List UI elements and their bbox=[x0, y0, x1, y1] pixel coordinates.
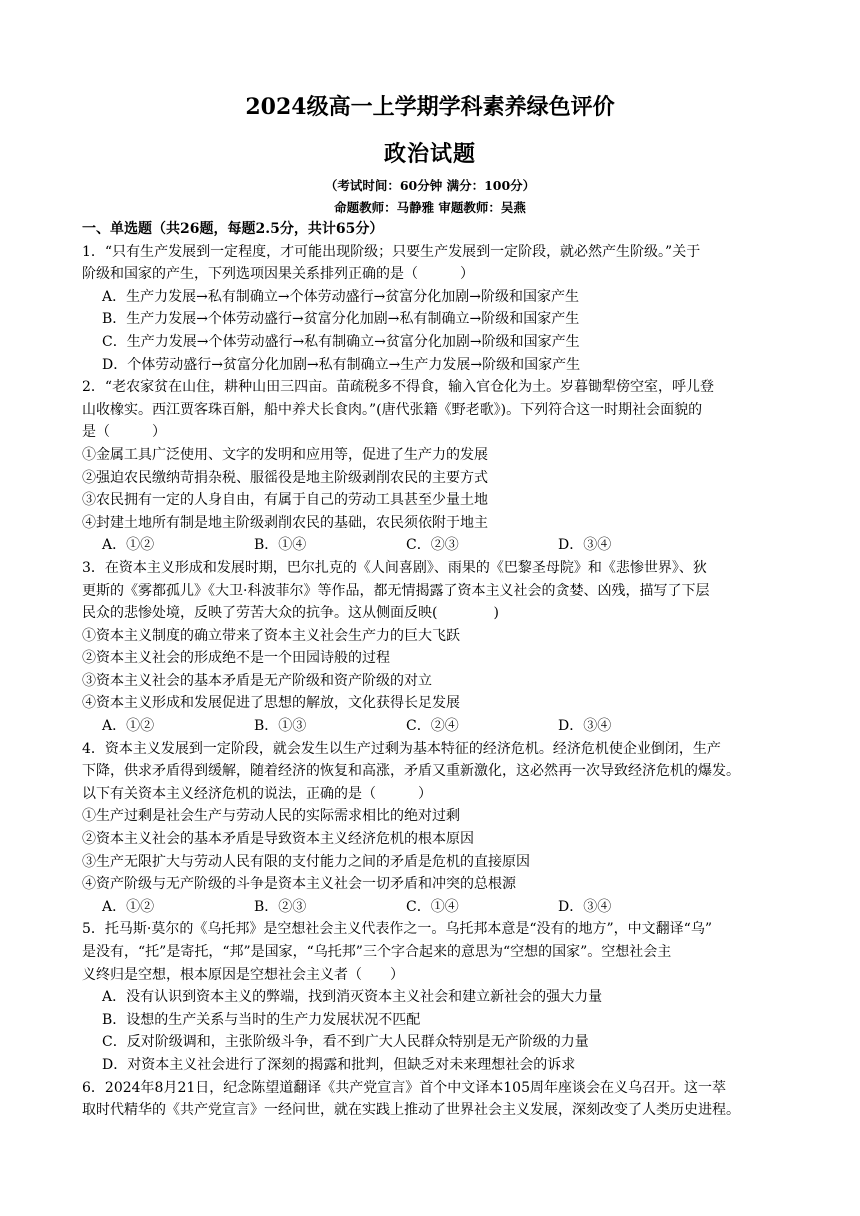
question-stem-line: 6．2024年8月21日，纪念陈望道翻译《共产党宣言》首个中文译本105周年座谈会在义乌召开。这一萃 bbox=[82, 1079, 726, 1096]
question-stem-line: 1．“只有生产发展到一定程度，才可能出现阶级；只要生产发展到一定阶段，就必然产生阶级。”关于 bbox=[82, 243, 701, 260]
statement-1: ①金属工具广泛使用、文字的发明和应用等，促进了生产力的发展 bbox=[82, 446, 488, 463]
statement-4: ④封建土地所有制是地主阶级剥削农民的基础，农民须依附于地主 bbox=[82, 514, 488, 531]
statement-2: ②强迫农民缴纳苛捐杂税、服徭役是地主阶级剥削农民的主要方式 bbox=[82, 469, 488, 486]
option-c: C．①④ bbox=[406, 898, 459, 915]
choice-d: D．个体劳动盛行→贫富分化加剧→私有制确立→生产力发展→阶级和国家产生 bbox=[102, 356, 581, 373]
statement-4: ④资产阶级与无产阶级的斗争是资本主义社会一切矛盾和冲突的总根源 bbox=[82, 876, 516, 893]
statement-3: ③生产无限扩大与劳动人民有限的支付能力之间的矛盾是危机的直接原因 bbox=[82, 853, 530, 870]
option-b: B．①③ bbox=[254, 718, 307, 735]
option-row bbox=[82, 715, 782, 738]
question-content bbox=[82, 218, 782, 1122]
choice-a: A．没有认识到资本主义的弊端，找到消灭资本主义社会和建立新社会的强大力量 bbox=[102, 989, 603, 1006]
choice-a: A．生产力发展→私有制确立→个体劳动盛行→贫富分化加剧→阶级和国家产生 bbox=[102, 288, 580, 305]
question-stem-line: 以下有关资本主义经济危机的说法，正确的是（ ） bbox=[82, 785, 432, 802]
exam-info: （考试时间：60分钟 满分：100分） bbox=[324, 178, 536, 193]
question-stem-line: 是（ ） bbox=[82, 424, 166, 441]
question-stem-line: 2．“老农家贫在山住，耕种山田三四亩。苗疏税多不得食，输入官仓化为土。岁暮锄犁傍空室，呼儿登 bbox=[82, 379, 715, 396]
choice-c: C．生产力发展→个体劳动盛行→私有制确立→贫富分化加剧→阶级和国家产生 bbox=[102, 333, 580, 350]
statement-2: ②资本主义社会的形成绝不是一个田园诗般的过程 bbox=[82, 650, 390, 667]
statement-1: ①资本主义制度的确立带来了资本主义社会生产力的巨大飞跃 bbox=[82, 627, 460, 644]
choice-c: C．反对阶级调和，主张阶级斗争，看不到广大人民群众特别是无产阶级的力量 bbox=[102, 1034, 589, 1051]
option-a: A．①② bbox=[102, 898, 155, 915]
option-d: D．③④ bbox=[558, 898, 612, 915]
question-1 bbox=[82, 241, 782, 377]
statement-4: ④资本主义形成和发展促进了思想的解放，文化获得长足发展 bbox=[82, 695, 460, 712]
question-3 bbox=[82, 557, 782, 738]
question-stem-line: 更斯的《雾都孤儿》《大卫·科波菲尔》等作品，都无情揭露了资本主义社会的贪婪、凶残，描写了下层 bbox=[82, 582, 710, 599]
question-stem-line: 山收橡实。西江贾客珠百斛，船中养犬长食肉。”(唐代张籍《野老歌》)。下列符合这一时期社会面貌的 bbox=[82, 401, 703, 418]
option-a: A．①② bbox=[102, 537, 155, 554]
question-2 bbox=[82, 376, 782, 557]
statement-3: ③资本主义社会的基本矛盾是无产阶级和资产阶级的对立 bbox=[82, 672, 432, 689]
choice-b: B．生产力发展→个体劳动盛行→贫富分化加剧→私有制确立→阶级和国家产生 bbox=[102, 311, 580, 328]
choice-b: B．设想的生产关系与当时的生产力发展状况不匹配 bbox=[102, 1011, 421, 1028]
statement-2: ②资本主义社会的基本矛盾是导致资本主义经济危机的根本原因 bbox=[82, 831, 474, 848]
question-stem-line: 取时代精华的《共产党宣言》一经问世，就在实践上推动了世界社会主义发展，深刻改变了人类历史进程。 bbox=[82, 1102, 740, 1119]
section-heading: 一、单选题（共26题，每题2.5分，共计65分） bbox=[82, 221, 384, 237]
question-stem-line: 阶级和国家的产生，下列选项因果关系排列正确的是（ ） bbox=[82, 266, 474, 283]
question-stem-line: 5．托马斯·莫尔的《乌托邦》是空想社会主义代表作之一。乌托邦本意是“没有的地方”，中文翻译“乌” bbox=[82, 921, 712, 938]
question-stem-line: 3．在资本主义形成和发展时期，巴尔扎克的《人间喜剧》、雨果的《巴黎圣母院》和《悲惨世界》、狄 bbox=[82, 559, 707, 576]
option-a: A．①② bbox=[102, 718, 155, 735]
question-stem-line: 义终归是空想，根本原因是空想社会主义者（ ） bbox=[82, 966, 404, 983]
exam-title: 2024级高一上学期学科素养绿色评价 bbox=[245, 94, 615, 120]
exam-subject: 政治试题 bbox=[383, 141, 476, 167]
question-5 bbox=[82, 918, 782, 1076]
statement-3: ③农民拥有一定的人身自由，有属于自己的劳动工具甚至少量土地 bbox=[82, 492, 488, 509]
option-d: D．③④ bbox=[558, 718, 612, 735]
question-4 bbox=[82, 738, 782, 919]
question-stem-line: 民众的悲惨处境，反映了劳苦大众的抗争。这从侧面反映( ) bbox=[82, 605, 499, 622]
exam-teachers: 命题教师：马静雅 审题教师：吴燕 bbox=[334, 200, 526, 215]
option-row bbox=[82, 896, 782, 919]
question-stem-line: 4．资本主义发展到一定阶段，就会发生以生产过剩为基本特征的经济危机。经济危机使企业倒闭，生产 bbox=[82, 740, 721, 757]
option-row bbox=[82, 534, 782, 557]
question-stem-line: 是没有，“托”是寄托，“邦”是国家，“乌托邦”三个字合起来的意思为“空想的国家”。空想社会主 bbox=[82, 944, 672, 960]
option-c: C．②④ bbox=[406, 718, 459, 735]
option-b: B．②③ bbox=[254, 898, 307, 915]
option-c: C．②③ bbox=[406, 537, 459, 554]
option-b: B．①④ bbox=[254, 537, 307, 554]
statement-1: ①生产过剩是社会生产与劳动人民的实际需求相比的绝对过剩 bbox=[82, 808, 460, 825]
question-stem-line: 下降，供求矛盾得到缓解，随着经济的恢复和高涨，矛盾又重新激化，这必然再一次导致经济危机的爆发。 bbox=[82, 763, 740, 780]
option-d: D．③④ bbox=[558, 537, 612, 554]
question-6 bbox=[82, 1077, 782, 1122]
choice-d: D．对资本主义社会进行了深刻的揭露和批判，但缺乏对未来理想社会的诉求 bbox=[102, 1056, 576, 1073]
